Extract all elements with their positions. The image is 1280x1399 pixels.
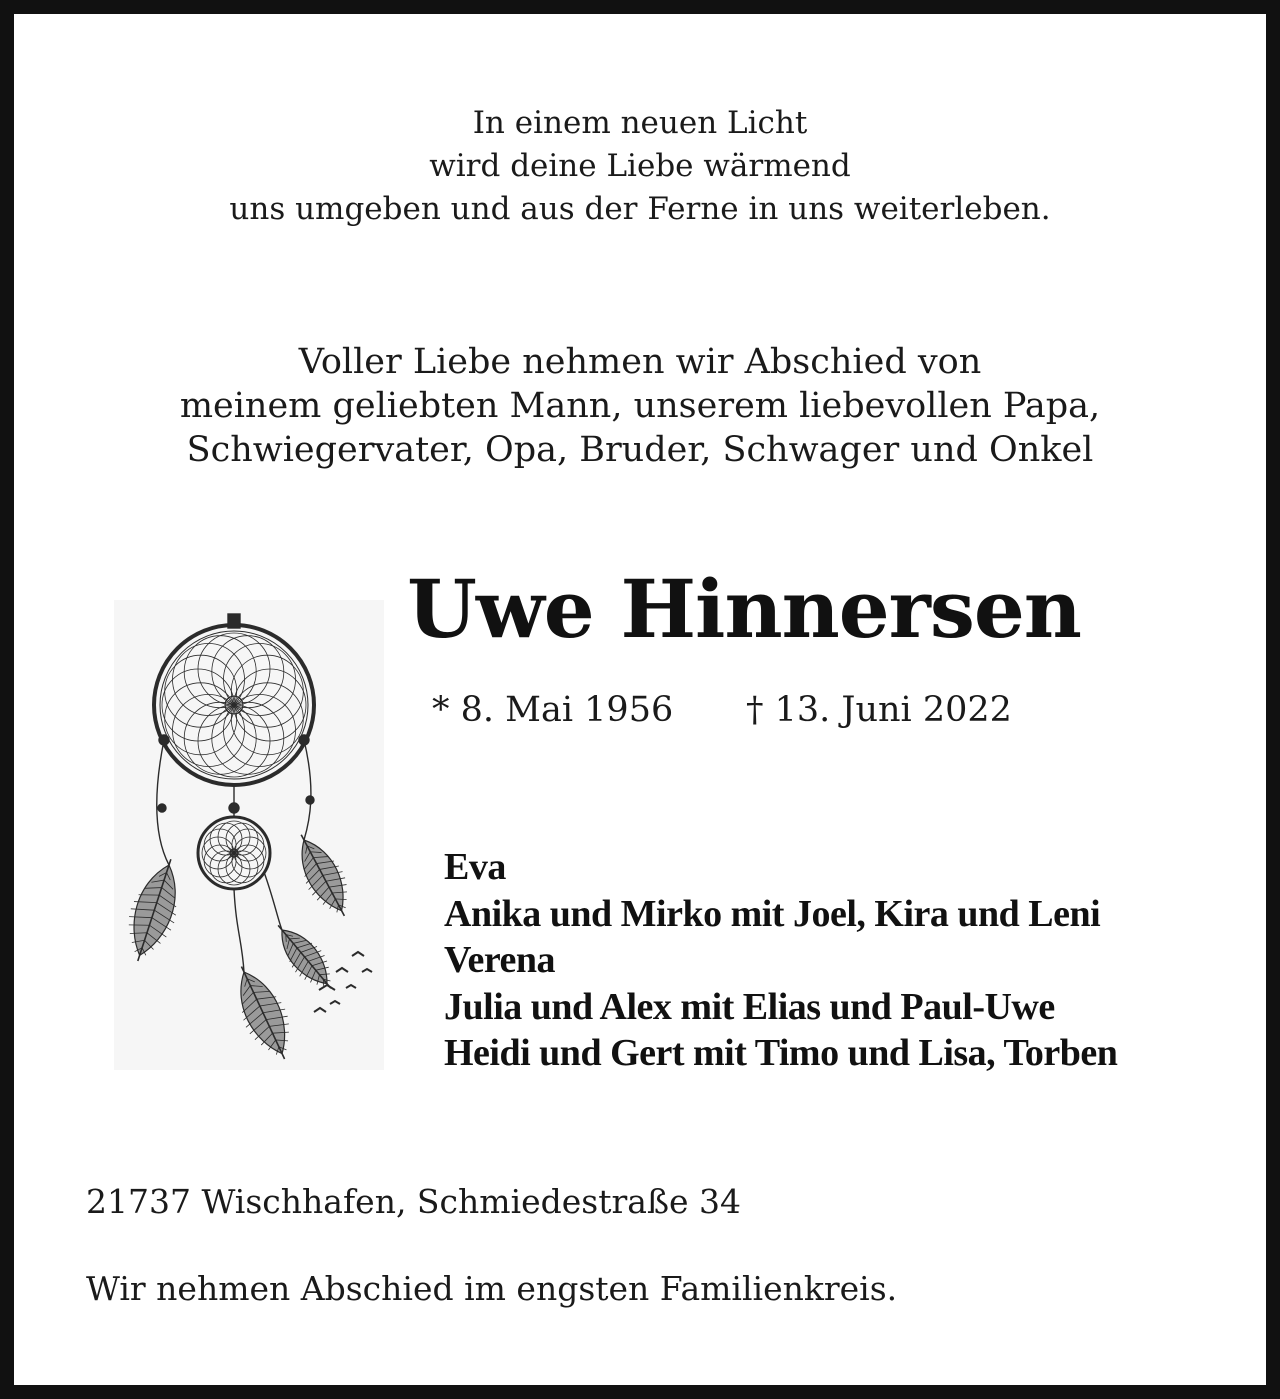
birth-date: * 8. Mai 1956 — [432, 690, 674, 730]
intro-line: Schwiegervater, Opa, Bruder, Schwager und Onkel — [186, 430, 1094, 470]
mourner-line: Eva — [444, 846, 506, 888]
farewell-intro — [14, 340, 1266, 472]
deceased-name: Uwe Hinnersen — [407, 562, 1081, 656]
death-date: † 13. Juni 2022 — [746, 690, 1012, 730]
intro-line: meinem geliebten Mann, unserem liebevollen Papa, — [179, 386, 1101, 426]
mourner-line: Heidi und Gert mit Timo und Lisa, Torben — [444, 1032, 1118, 1074]
dreamcatcher-icon — [114, 600, 384, 1070]
mourner-line: Verena — [444, 939, 555, 981]
mourners-list — [444, 844, 1254, 1077]
poem-line: In einem neuen Licht — [472, 105, 808, 141]
address: 21737 Wischhafen, Schmiedestraße 34 — [86, 1182, 742, 1221]
poem-line: wird deine Liebe wärmend — [429, 148, 851, 184]
poem-line: uns umgeben und aus der Ferne in uns weiterleben. — [229, 191, 1051, 227]
mourner-line: Julia und Alex mit Elias und Paul-Uwe — [444, 985, 1055, 1028]
mourner-line: Anika und Mirko mit Joel, Kira und Leni — [444, 892, 1101, 935]
poem — [14, 102, 1266, 231]
closing-note: Wir nehmen Abschied im engsten Familienkreis. — [86, 1269, 898, 1308]
intro-line: Voller Liebe nehmen wir Abschied von — [298, 342, 982, 382]
